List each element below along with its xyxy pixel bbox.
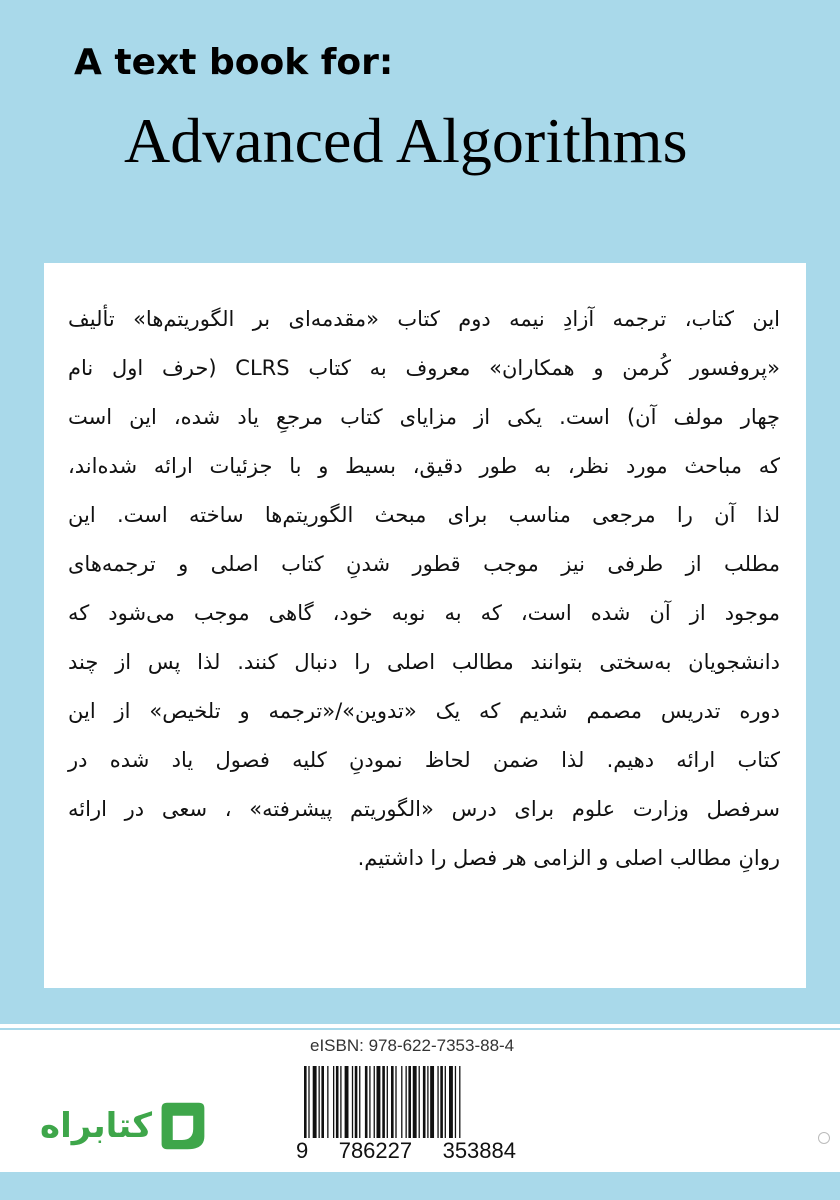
description-line: مطلب از طرفی نیز موجب قطور شدنِ کتاب اصلی و ترجمه‌های: [68, 552, 780, 576]
description-paragraph: [68, 295, 780, 883]
barcode-digit-group: 9: [296, 1138, 309, 1163]
footer-divider: [0, 1024, 840, 1028]
barcode-digit-group: 786227: [338, 1138, 413, 1163]
description-line: دانشجویان به‌سختی بتوانند مطالب اصلی را دنبال کنند. لذا پس از چند: [68, 650, 780, 674]
description-line: موجود از آن شده است، که به نوبه خود، گاهی موجب می‌شود که: [68, 601, 780, 625]
description-line: که مباحث مورد نظر، به طور دقیق، بسیط و با جزئیات ارائه شده‌اند،: [68, 454, 780, 478]
description-line: روانِ مطالب اصلی و الزامی هر فصل را داشتیم.: [357, 846, 780, 870]
barcode-digit-group: 353884: [442, 1138, 516, 1163]
cover-subtitle: A text book for:: [74, 42, 394, 83]
barcode: [302, 1066, 507, 1138]
book-icon: [156, 1097, 210, 1155]
description-line: این کتاب، ترجمه آزادِ نیمه دوم کتاب «مقدمه‌ای بر الگوریتم‌ها» تألیف: [68, 307, 780, 331]
description-line: دوره تدریس مصمم شدیم که یک «تدوین»/«ترجمه و تلخیص» از این: [68, 699, 780, 723]
publisher-logo-text: کتابراه: [40, 1106, 153, 1146]
description-line: «پروفسور کُرمن و همکاران» معروف به کتاب CLRS (حرف اول نام: [68, 356, 780, 380]
barcode-digits: [296, 1138, 516, 1164]
description-line: کتاب ارائه دهیم. لذا ضمن لحاظ نمودنِ کلیه فصول یاد شده در: [68, 748, 780, 772]
publisher-logo: [40, 1094, 210, 1158]
description-line: لذا آن را مرجعی مناسب برای مبحث الگوریتم‌ها ساخته است. این: [68, 503, 780, 527]
cover-title: Advanced Algorithms: [124, 105, 688, 176]
isbn-label: eISBN: 978-622-7353-88-4: [310, 1036, 515, 1055]
registered-mark-icon: [818, 1132, 830, 1144]
description-box: [44, 263, 806, 988]
description-line: چهار مولف آن) است. یکی از مزایای کتاب مرجعِ یاد شده، این است: [68, 405, 780, 429]
description-line: سرفصل وزارت علوم برای درس «الگوریتم پیشرفته» ، سعی در ارائه: [68, 797, 780, 821]
